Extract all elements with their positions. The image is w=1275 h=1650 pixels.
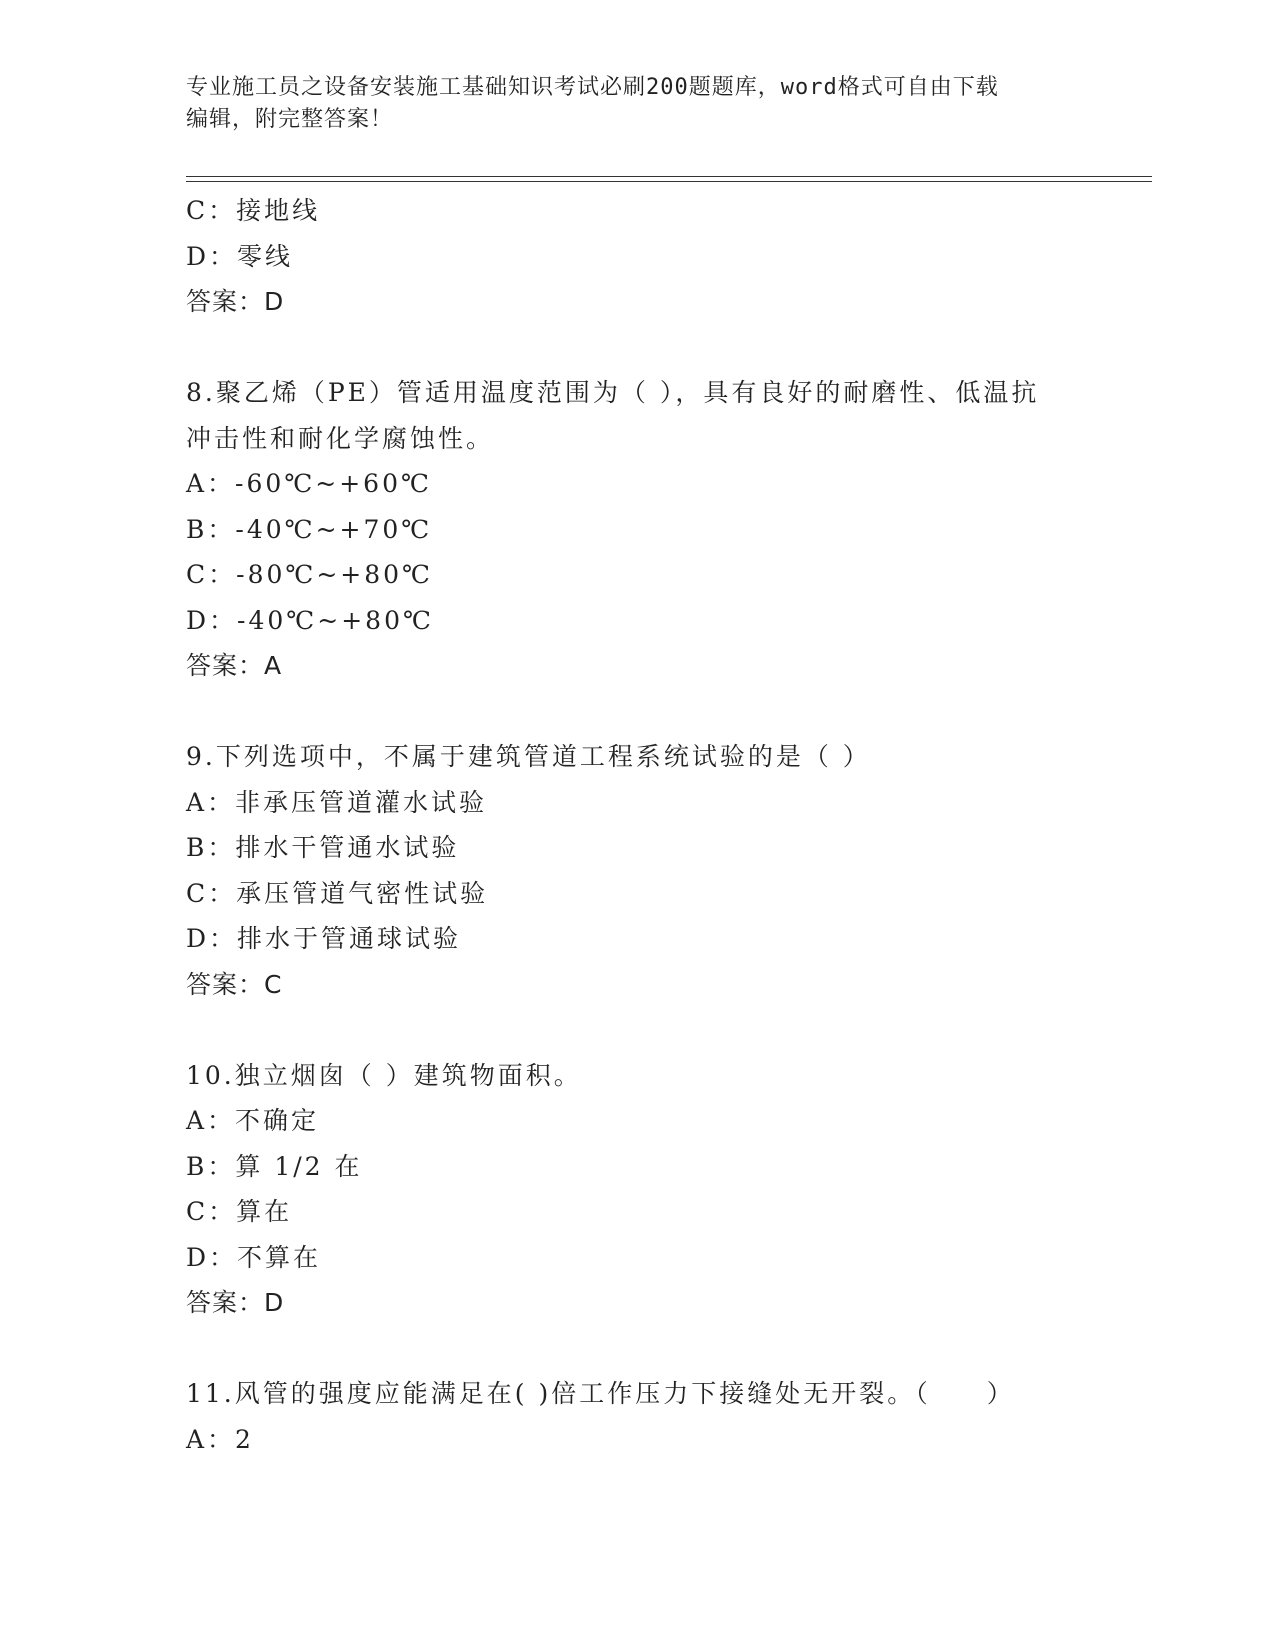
option-d: D：零线 — [186, 241, 294, 271]
header-title-line-2: 编辑，附完整答案！ — [186, 107, 394, 132]
option-a: A：非承压管道灌水试验 — [186, 787, 488, 817]
option-b: B：排水干管通水试验 — [186, 833, 460, 862]
document-header — [186, 72, 1066, 136]
option-c: C：-80℃~+80℃ — [186, 560, 434, 589]
option-c: C：承压管道气密性试验 — [186, 878, 489, 908]
option-c: C：接地线 — [186, 196, 321, 225]
header-divider-bottom — [186, 181, 1152, 182]
question-list — [186, 188, 1126, 1462]
question-stem-continued: 冲击性和耐化学腐蚀性。 — [186, 423, 495, 453]
spacer — [186, 1007, 1126, 1053]
option-b: B：算 1/2 在 — [186, 1151, 363, 1181]
question-block-10 — [186, 1053, 1126, 1326]
question-block-prev — [186, 188, 1126, 325]
question-block-9 — [186, 734, 1126, 1007]
question-stem: 8.聚乙烯（PE）管适用温度范围为（ ），具有良好的耐磨性、低温抗 — [186, 378, 1040, 407]
answer-line: 答案：D — [186, 1288, 285, 1317]
question-block-8 — [186, 370, 1126, 689]
option-a: A：2 — [186, 1424, 254, 1454]
question-block-11 — [186, 1371, 1126, 1462]
option-a: A：-60℃~+60℃ — [186, 469, 432, 498]
spacer — [186, 325, 1126, 371]
option-d: D：排水于管通球试验 — [186, 924, 462, 953]
option-a: A：不确定 — [186, 1106, 320, 1135]
answer-line: 答案：C — [186, 969, 283, 999]
answer-line: 答案：A — [186, 651, 283, 680]
answer-line: 答案：D — [186, 287, 285, 316]
spacer — [186, 689, 1126, 735]
option-d: D：-40℃~+80℃ — [186, 605, 434, 635]
header-divider-top — [186, 176, 1152, 177]
header-title-line-1: 专业施工员之设备安装施工基础知识考试必刷200题题库，word格式可自由下载 — [186, 75, 999, 100]
question-stem: 10.独立烟囱（ ）建筑物面积。 — [186, 1060, 582, 1090]
spacer — [186, 1326, 1126, 1372]
question-stem: 11.风管的强度应能满足在( )倍工作压力下接缝处无开裂。（ ） — [186, 1379, 1015, 1408]
option-c: C：算在 — [186, 1197, 293, 1226]
option-b: B：-40℃~+70℃ — [186, 514, 433, 544]
option-d: D：不算在 — [186, 1242, 322, 1272]
question-stem: 9.下列选项中，不属于建筑管道工程系统试验的是（ ） — [186, 742, 871, 771]
